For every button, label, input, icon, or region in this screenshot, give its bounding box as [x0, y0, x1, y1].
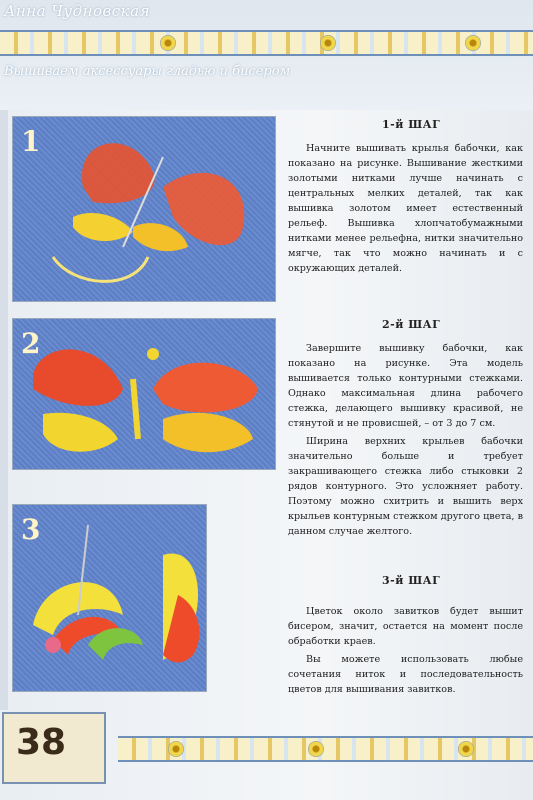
book-subtitle: Вышиваем аксессуары гладью и бисером — [4, 64, 291, 79]
ornamental-band-bottom — [118, 736, 533, 762]
step-1-title: 1-й ШАГ — [382, 118, 441, 131]
photo-step-number: 1 — [21, 125, 41, 158]
butterfly-embroidery-illustration — [13, 117, 275, 301]
left-margin-stripe — [0, 110, 8, 710]
flower-ornament-icon — [465, 35, 481, 51]
flower-ornament-icon — [458, 741, 474, 757]
photo-step-1 — [12, 116, 276, 302]
butterfly-embroidery-illustration — [13, 319, 275, 469]
page-number: 38 — [16, 722, 67, 763]
flower-ornament-icon — [160, 35, 176, 51]
step-3-paragraph-1: Цветок около завитков будет вышит бисером, значит, остается на момент после обработки краев. — [288, 606, 523, 647]
swirl-embroidery-illustration — [13, 505, 206, 691]
step-3-text — [288, 604, 523, 700]
step-3-paragraph-2: Вы можете использовать любые сочетания ниток и последовательность цветов для вышивания завитков. — [288, 654, 523, 695]
photo-step-2 — [12, 318, 276, 470]
flower-ornament-icon — [168, 741, 184, 757]
step-2-text — [288, 341, 523, 542]
photo-step-number: 3 — [21, 513, 41, 546]
step-2-paragraph-1: Завершите вышивку бабочки, как показано на рисунке. Эта модель вышивается только контурными стежками. Однако максимальная длина рабочего стежка, делающего вышивку красивой, не стянутой и не провисшей, – от 3 до 7 см. — [288, 343, 523, 429]
photo-step-number: 2 — [21, 327, 41, 360]
step-1-text — [288, 141, 523, 279]
ornamental-band-top — [0, 30, 533, 56]
header — [0, 0, 533, 110]
flower-ornament-icon — [308, 741, 324, 757]
step-2-title: 2-й ШАГ — [382, 318, 441, 331]
step-2-paragraph-2: Ширина верхних крыльев бабочки значительно больше и требует закрашивающего стежка либо стыковки 2 рядов контурного. Это усложняет работу. Поэтому можно схитрить и вышить верх крыльев контурным стежком другого цвета, в данном случае желтого. — [288, 436, 523, 537]
step-1-paragraph: Начните вышивать крылья бабочки, как показано на рисунке. Вышивание жесткими золотыми нитками лучше начинать с центральных мелких деталей, так как вышивка золотом имеет естественный рельеф. Вышивка хлопчатобумажными нитками менее рельефна, нитки значительно мягче, так что можно начинать и с окружающих деталей. — [288, 143, 523, 274]
author-name: Анна Чудновская — [4, 2, 151, 20]
step-3-title: 3-й ШАГ — [382, 574, 441, 587]
photo-step-3 — [12, 504, 207, 692]
page-number-box — [2, 712, 106, 784]
flower-ornament-icon — [320, 35, 336, 51]
